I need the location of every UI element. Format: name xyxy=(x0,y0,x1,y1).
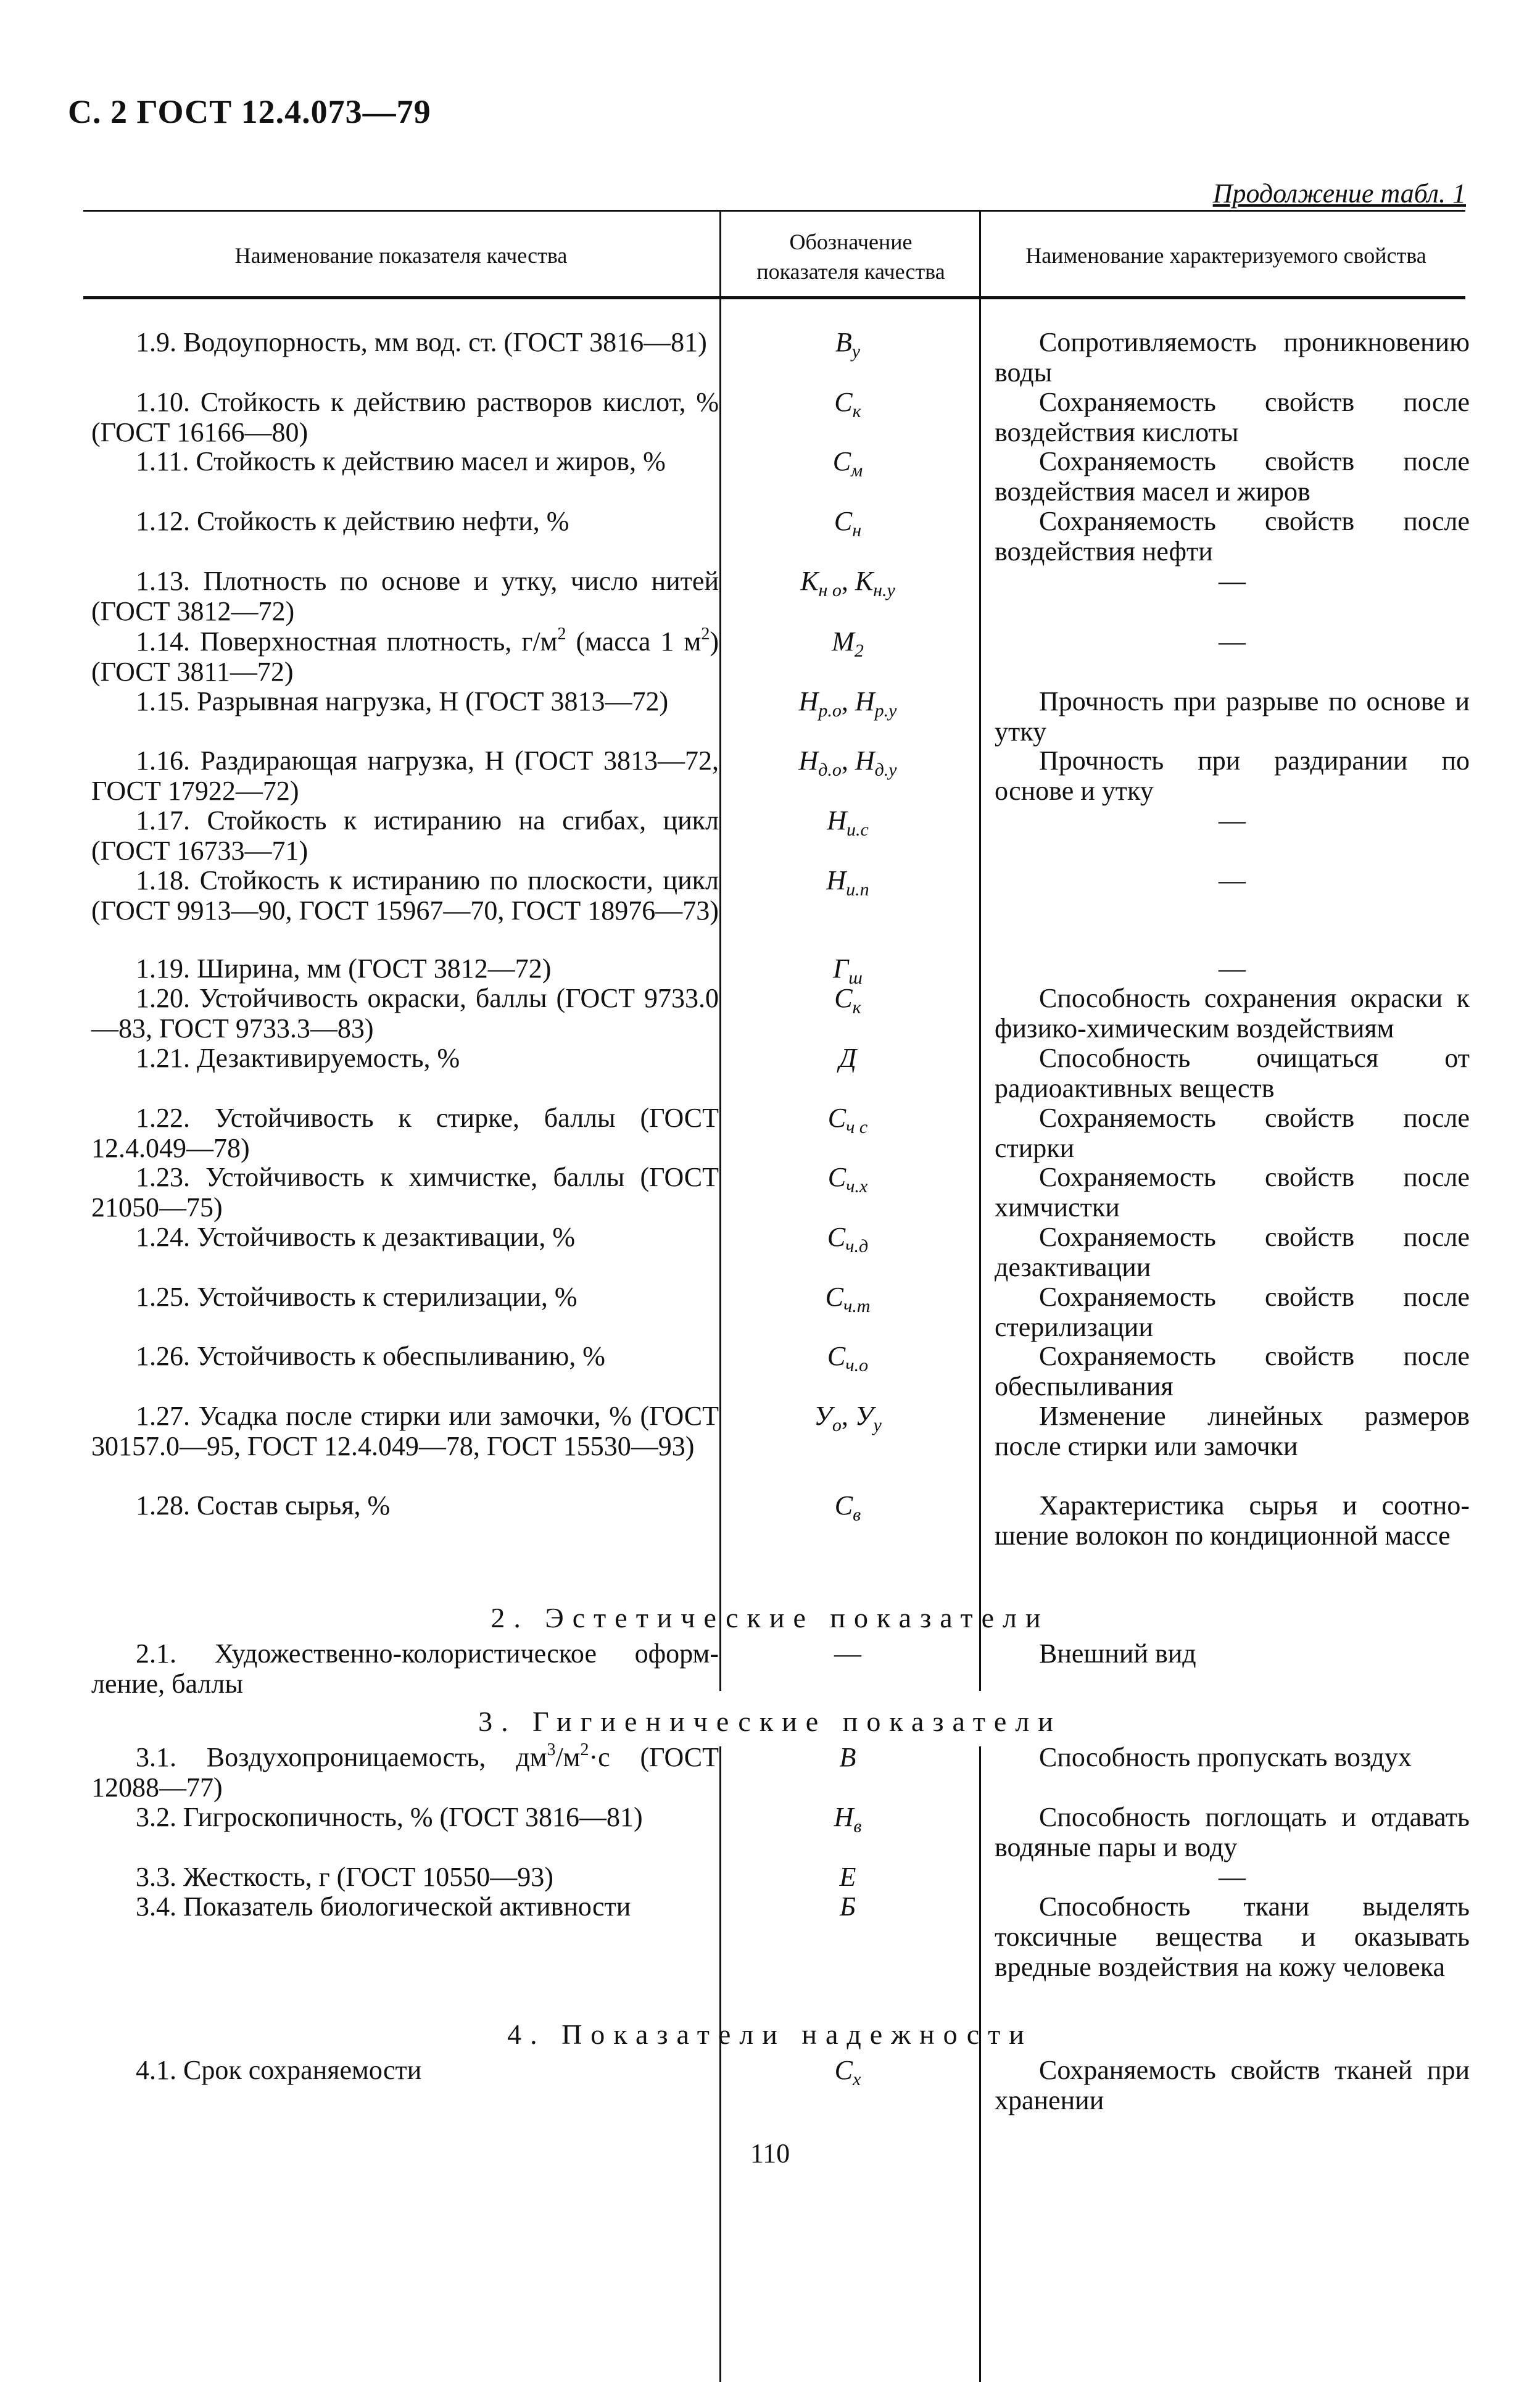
indicator-symbol: Б xyxy=(840,1891,856,1922)
indicator-name: 4.1. Срок сохраняемости xyxy=(136,2055,422,2085)
indicator-name: 1.9. Водоупорность, мм вод. ст. (ГОСТ 3816—81) xyxy=(136,327,707,357)
indicator-symbol: $С_х$ xyxy=(834,2055,861,2089)
indicator-symbol: — xyxy=(834,1638,861,1669)
indicator-name: 1.25. Устойчивость к стерилизации, % xyxy=(136,1282,578,1312)
property-description: — xyxy=(1219,865,1246,895)
column-header-designation-line1: Обозначение xyxy=(789,230,913,254)
property-description: Сохраняемость свойств после дезактивации xyxy=(995,1222,1470,1282)
column-header-designation-line2: показателя качества xyxy=(756,259,945,284)
property-description: Сохраняемость свойств тканей при хранении xyxy=(995,2055,1470,2115)
column-divider-left xyxy=(719,210,721,1685)
indicator-symbol: $К_{н о}$, $К_{н.у}$ xyxy=(800,566,895,600)
column-header-designation xyxy=(722,227,980,286)
indicator-name: 1.21. Дезактивируемость, % xyxy=(136,1043,460,1073)
property-description: Прочность при раздирании по основе и утку xyxy=(995,745,1470,806)
indicator-symbol: $Н_в$ xyxy=(834,1802,862,1836)
property-description: — xyxy=(1219,1862,1246,1892)
indicator-symbol: В xyxy=(839,1742,856,1772)
column-divider-right-lower xyxy=(979,1746,981,2382)
indicator-name: 3.1. Воздухопроницаемость, $дм^3/м^2\cdot с$ (ГОСТ 12088—77) xyxy=(91,1740,719,1803)
property-description: Сохраняемость свойств после воздействия масел и жиров xyxy=(995,446,1470,507)
indicator-symbol: $Г_ш$ xyxy=(833,953,863,988)
property-description: Сохраняемость свойств после стирки xyxy=(995,1103,1470,1163)
property-description: — xyxy=(1219,566,1246,596)
property-description: — xyxy=(1219,626,1246,657)
property-description: — xyxy=(1219,953,1246,984)
indicator-name: 1.26. Устойчивость к обеспыливанию, % xyxy=(136,1341,605,1371)
indicator-symbol: $С_{ч.д}$ xyxy=(827,1222,869,1256)
indicator-name: 1.14. Поверхностная плотность, $г/м^2$ (масса 1 $м^2$) (ГОСТ 3811—72) xyxy=(91,625,719,687)
indicator-name: 1.18. Стойкость к истиранию по плоскости, цикл (ГОСТ 9913—90, ГОСТ 15967—70, ГОСТ 18976—73) xyxy=(91,865,719,926)
indicator-name: 1.15. Разрывная нагрузка, Н (ГОСТ 3813—72) xyxy=(136,686,669,716)
property-description: Сохраняемость свойств после химчистки xyxy=(995,1162,1470,1222)
indicator-name: 1.17. Стойкость к истиранию на сгибах, цикл (ГОСТ 16733—71) xyxy=(91,805,719,866)
property-description: Изменение линейных размеров после стирки или замочки xyxy=(995,1401,1470,1461)
table-header-rule xyxy=(83,296,1465,299)
page-header: С. 2 ГОСТ 12.4.073—79 xyxy=(68,93,431,130)
page-number: 110 xyxy=(750,2138,790,2168)
section-heading-hygienic: 3. Гигиенические показатели xyxy=(478,1706,1062,1737)
indicator-symbol: $С_{ч с}$ xyxy=(827,1103,868,1137)
indicator-symbol: $С_н$ xyxy=(834,506,862,541)
indicator-symbol: $М_2$ xyxy=(832,626,864,661)
indicator-symbol: $Н_{р.о}$, $Н_{р.у}$ xyxy=(798,686,897,721)
property-description: Способность сохранения окраски к физико-химическим воздействиям xyxy=(995,983,1470,1044)
indicator-name: 3.4. Показатель биологической активности xyxy=(136,1891,631,1922)
indicator-symbol: $Н_{и.с}$ xyxy=(827,805,869,840)
column-header-name: Наименование показателя качества xyxy=(234,243,568,268)
section-heading-reliability: 4. Показатели надежности xyxy=(507,2019,1033,2050)
property-description: Характеристика сырья и соотношение волокон по кондиционной массе xyxy=(995,1490,1470,1551)
indicator-name: 1.28. Состав сырья, % xyxy=(136,1490,391,1521)
indicator-name: 1.11. Стойкость к действию масел и жиров, % xyxy=(136,446,666,476)
indicator-symbol: $С_{ч.т}$ xyxy=(825,1282,871,1316)
indicator-symbol: $С_{ч.о}$ xyxy=(827,1341,869,1376)
indicator-name: 1.23. Устойчивость к химчистке, баллы (ГОСТ 21050—75) xyxy=(91,1162,719,1222)
indicator-name: 1.22. Устойчивость к стирке, баллы (ГОСТ 12.4.049—78) xyxy=(91,1103,719,1163)
indicator-symbol: $У_о$, $У_у$ xyxy=(814,1401,882,1435)
indicator-symbol: $С_к$ xyxy=(834,387,861,421)
indicator-name: 3.3. Жесткость, г (ГОСТ 10550—93) xyxy=(136,1862,553,1892)
property-description: Внешний вид xyxy=(1039,1638,1196,1669)
property-description: Сопротивляемость проникновению воды xyxy=(995,327,1470,388)
section2-divider-left xyxy=(719,1635,721,1691)
section-heading-aesthetic: 2. Эстетические показатели xyxy=(491,1602,1049,1633)
property-description: Способность поглощать и отдавать водяные пары и воду xyxy=(995,1802,1470,1862)
property-description: Прочность при разрыве по основе и утку xyxy=(995,686,1470,747)
indicator-name: 1.27. Усадка после стирки или замочки, % (ГОСТ 30157.0—95, ГОСТ 12.4.049—78, ГОСТ 15530—93) xyxy=(91,1401,719,1461)
property-description: Сохраняемость свойств после воздействия нефти xyxy=(995,506,1470,566)
table-continuation-label: Продолжение табл. 1 xyxy=(1212,178,1466,209)
indicator-symbol: Е xyxy=(839,1862,856,1892)
indicator-name: 3.2. Гигроскопичность, % (ГОСТ 3816—81) xyxy=(136,1802,643,1832)
indicator-name: 1.12. Стойкость к действию нефти, % xyxy=(136,506,569,536)
indicator-symbol: $Н_{д.о}$, $Н_{д.у}$ xyxy=(798,745,897,780)
indicator-symbol: $С_к$ xyxy=(834,983,861,1018)
column-header-property: Наименование характеризуемого свойства xyxy=(1025,243,1426,268)
property-description: Способность очищаться от радиоактивных веществ xyxy=(995,1043,1470,1103)
indicator-symbol: $С_{ч.х}$ xyxy=(827,1162,868,1197)
table-top-rule xyxy=(83,210,1465,212)
indicator-name: 1.13. Плотность по основе и утку, число нитей (ГОСТ 3812—72) xyxy=(91,566,719,626)
column-divider-right xyxy=(979,210,981,1685)
indicator-name: 2.1. Художественно-колористическое оформление, баллы xyxy=(91,1638,719,1699)
indicator-symbol: Д xyxy=(839,1043,856,1073)
indicator-name: 1.16. Раздирающая нагрузка, Н (ГОСТ 3813—72, ГОСТ 17922—72) xyxy=(91,745,719,806)
column-divider-left-lower xyxy=(719,1746,721,2382)
property-description: Сохраняемость свойств после стерилизации xyxy=(995,1282,1470,1342)
indicator-name: 1.24. Устойчивость к дезактивации, % xyxy=(136,1222,575,1252)
indicator-symbol: $С_в$ xyxy=(834,1490,861,1525)
indicator-symbol: $С_м$ xyxy=(832,446,863,481)
property-description: Сохраняемость свойств после воздействия кислоты xyxy=(995,387,1470,447)
indicator-symbol: $В_у$ xyxy=(835,327,861,362)
indicator-name: 1.10. Стойкость к действию растворов кислот, % (ГОСТ 16166—80) xyxy=(91,387,719,447)
property-description: Способность пропускать воздух xyxy=(1039,1742,1412,1772)
indicator-name: 1.19. Ширина, мм (ГОСТ 3812—72) xyxy=(136,953,552,984)
property-description: Способность ткани выделять токсичные вещества и оказывать вредные воздействия на кожу человека xyxy=(995,1891,1470,1982)
property-description: Сохраняемость свойств после обеспыливания xyxy=(995,1341,1470,1401)
section2-divider-right xyxy=(979,1635,981,1691)
property-description: — xyxy=(1219,805,1246,836)
indicator-name: 1.20. Устойчивость окраски, баллы (ГОСТ 9733.0—83, ГОСТ 9733.3—83) xyxy=(91,983,719,1044)
indicator-symbol: $Н_{и.п}$ xyxy=(826,865,869,900)
